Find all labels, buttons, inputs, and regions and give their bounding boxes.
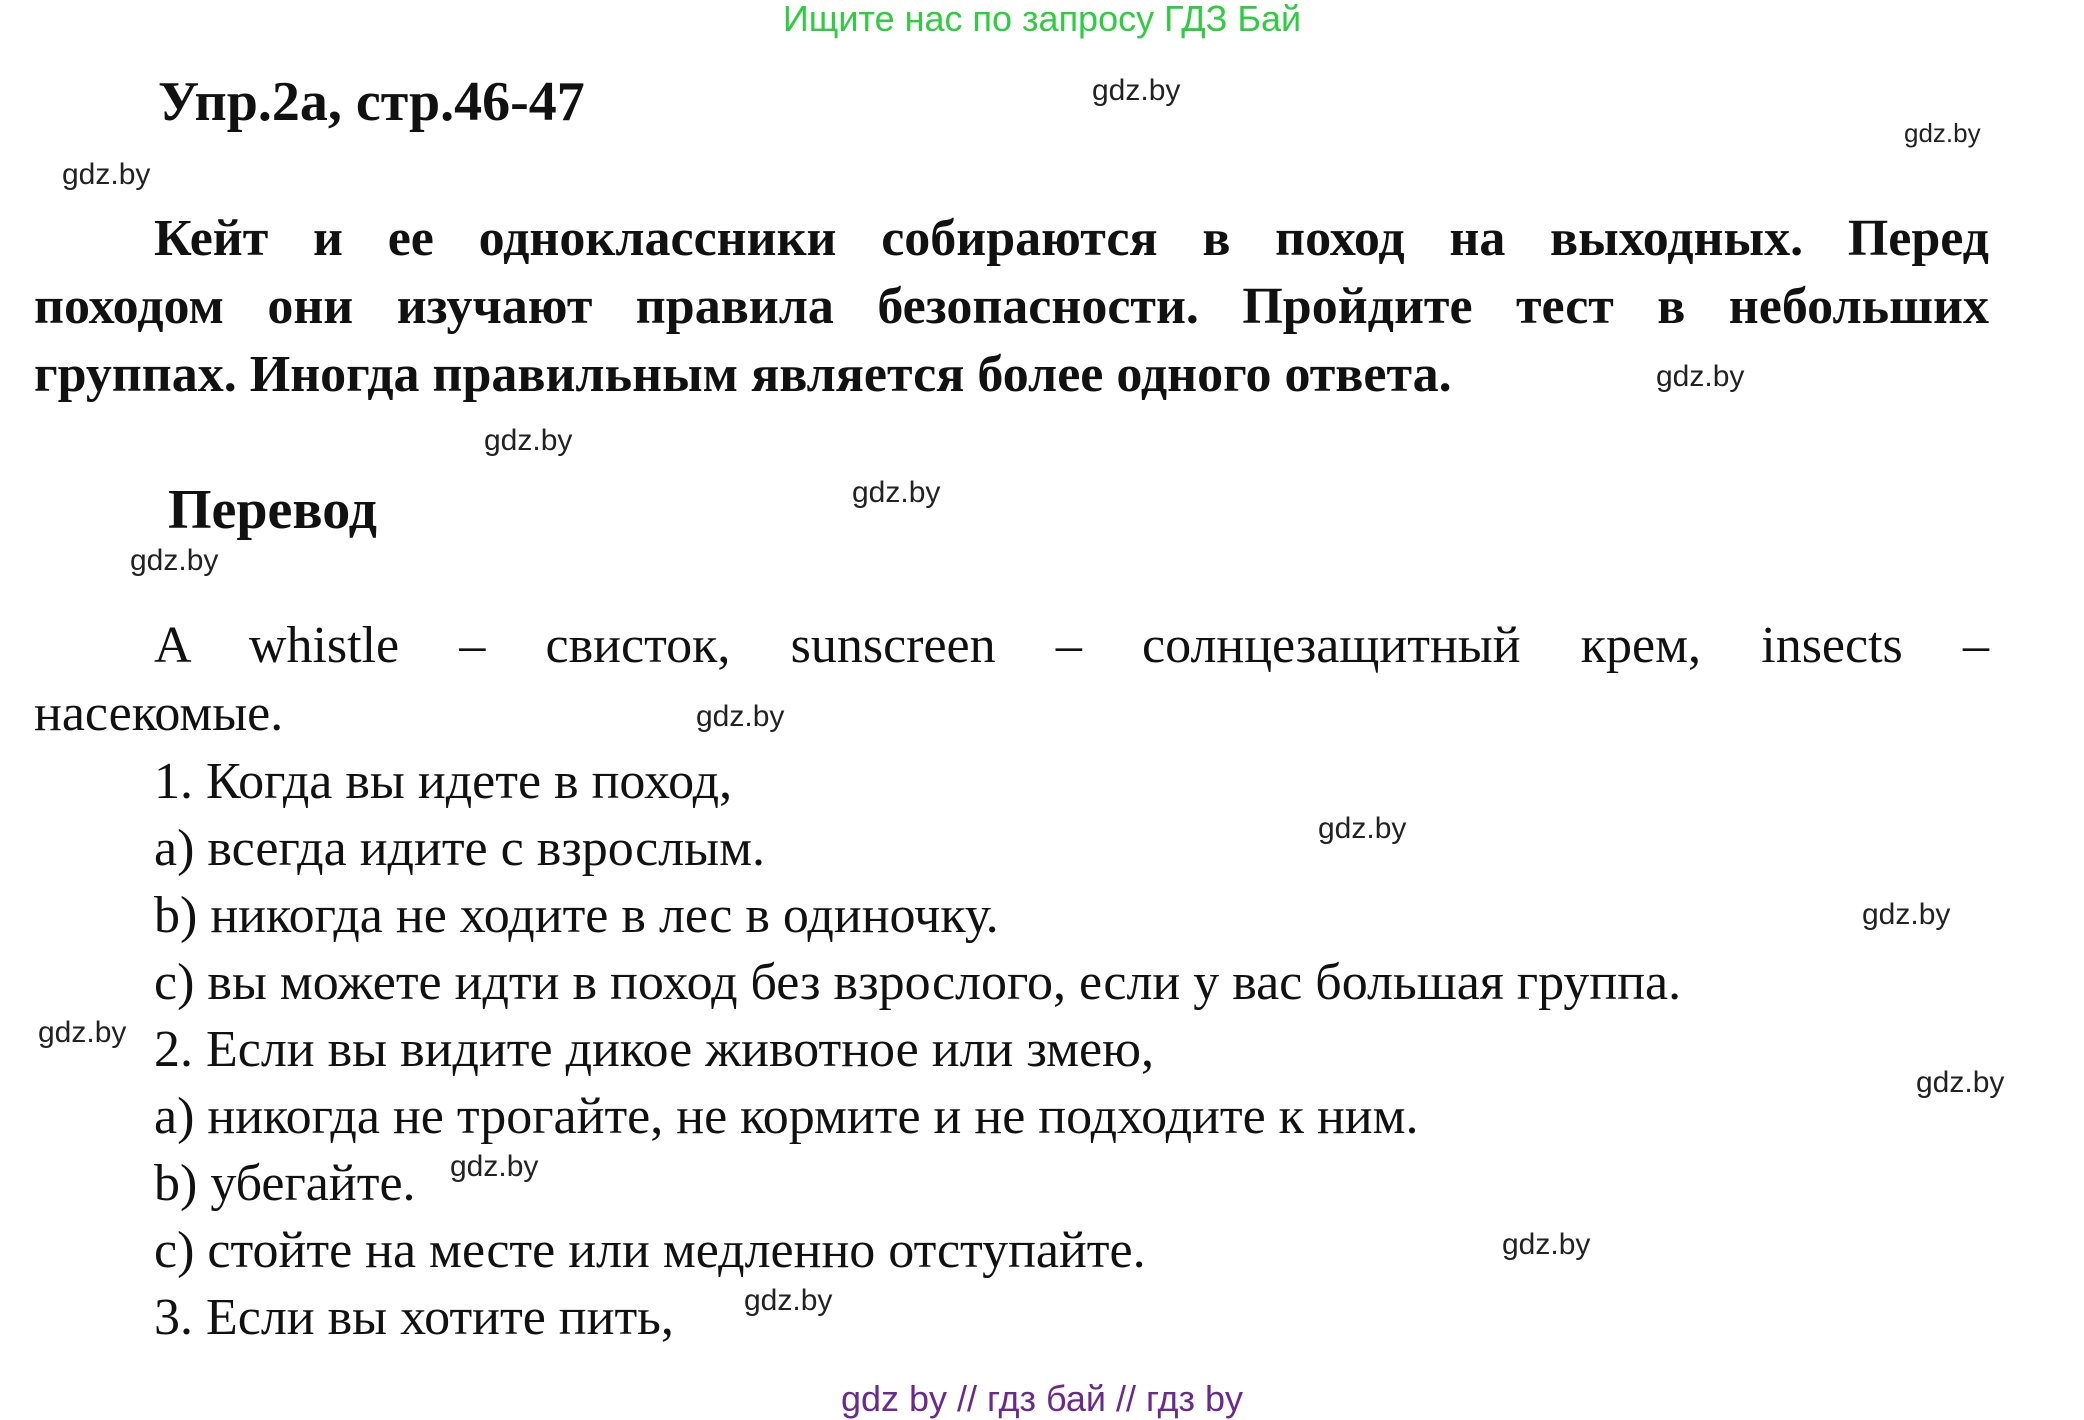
watermark: gdz.by <box>852 476 941 509</box>
watermark: gdz.by <box>1916 1066 2005 1099</box>
watermark: gdz.by <box>1502 1228 1591 1261</box>
task-line-3: группах. Иногда правильным является более одного ответа. <box>34 346 1452 403</box>
watermark: gdz.by <box>484 424 573 457</box>
task-line-1: Кейт и ее одноклассники собираются в поход на выходных. Перед <box>154 210 1989 267</box>
vocab-line-2: насекомые. <box>34 685 284 742</box>
search-banner: Ищите нас по запросу ГДЗ Бай <box>782 0 1302 39</box>
watermark: gdz.by <box>1862 898 1951 931</box>
watermark: gdz.by <box>1318 812 1407 845</box>
answer-1b: b) никогда не ходите в лес в одиночку. <box>154 887 999 944</box>
task-line-2: походом они изучают правила безопасности. Пройдите тест в небольших <box>34 278 1989 335</box>
watermark: gdz.by <box>1092 74 1181 107</box>
watermark: gdz.by <box>1656 360 1745 393</box>
vocabulary <box>34 612 1989 748</box>
watermark: gdz.by <box>38 1016 127 1049</box>
watermark: gdz.by <box>62 158 151 191</box>
question-2: 2. Если вы видите дикое животное или змею, <box>154 1021 1154 1078</box>
exercise-title: Упр.2a, стр.46-47 <box>158 71 585 133</box>
question-1: 1. Когда вы идете в поход, <box>154 753 733 810</box>
question-3: 3. Если вы хотите пить, <box>154 1289 674 1346</box>
watermark: gdz.by <box>450 1150 539 1183</box>
watermark: gdz.by <box>130 544 219 577</box>
footer-links: gdz by // гдз бай // гдз by <box>840 1378 1244 1419</box>
section-title: Перевод <box>168 479 377 541</box>
answer-2b: b) убегайте. <box>154 1155 416 1212</box>
watermark: gdz.by <box>744 1284 833 1317</box>
answer-2a: a) никогда не трогайте, не кормите и не подходите к ним. <box>154 1088 1419 1145</box>
vocab-line-1: A whistle – свисток, sunscreen – солнцезащитный крем, insects – <box>154 617 1989 674</box>
answer-2c: c) стойте на месте или медленно отступайте. <box>154 1222 1146 1279</box>
answer-1c: c) вы можете идти в поход без взрослого, если у вас большая группа. <box>154 954 1682 1011</box>
answer-1a: a) всегда идите с взрослым. <box>154 820 765 877</box>
watermark: gdz.by <box>1904 118 1981 148</box>
watermark: gdz.by <box>696 700 785 733</box>
